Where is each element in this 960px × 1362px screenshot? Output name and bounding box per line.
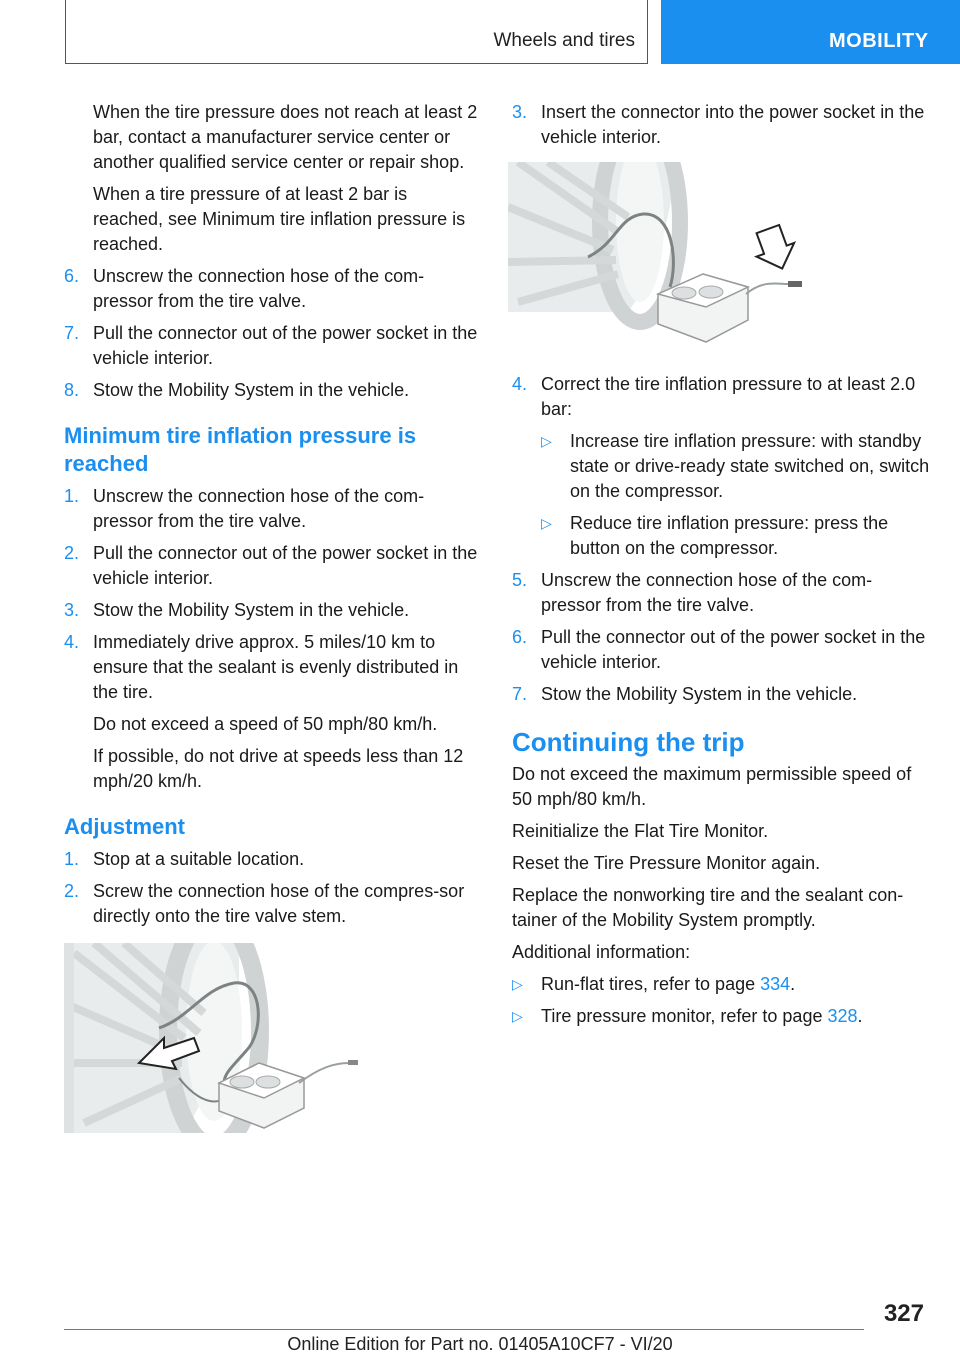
page-link-334[interactable]: 334 — [760, 974, 791, 994]
list-item — [64, 598, 482, 623]
power-socket-connector-illustration — [508, 162, 826, 350]
list-item — [64, 321, 482, 371]
list-item — [64, 630, 482, 705]
step-text: Insert the connector into the power socket in the vehicle interior. — [541, 102, 925, 147]
step-text: Stow the Mobility System in the vehicle. — [93, 600, 410, 620]
list-item — [64, 264, 482, 314]
triangle-right-icon: ▷ — [512, 976, 523, 992]
step-number: 6. — [64, 266, 80, 286]
step-text: Pull the connector out of the power socket in the vehicle interior. — [541, 627, 926, 672]
sub-list-item — [512, 511, 930, 561]
paragraph: Do not exceed the maximum permissible speed of 50 mph/80 km/h. — [512, 764, 912, 809]
section-heading: Adjustment — [64, 814, 185, 839]
list-item — [512, 625, 930, 675]
step-text: Unscrew the connection hose of the com-pressor from the tire valve. — [93, 266, 425, 311]
paragraph: Reinitialize the Flat Tire Monitor. — [512, 821, 769, 841]
triangle-right-icon: ▷ — [512, 1008, 523, 1024]
step-number: 3. — [512, 102, 528, 122]
step-text: Unscrew the connection hose of the com-pressor from the tire valve. — [93, 486, 425, 531]
step-number: 1. — [64, 849, 80, 869]
step-number: 4. — [512, 374, 528, 394]
list-item — [64, 847, 482, 872]
step-text: Stop at a suitable location. — [93, 849, 305, 869]
step-text: Correct the tire inflation pressure to at least 2.0 bar: — [541, 374, 916, 419]
reference-end: . — [857, 1006, 863, 1026]
page-number: 327 — [883, 1300, 924, 1327]
paragraph: When a tire pressure of at least 2 bar is reached, see Minimum tire inflation pressure is reached. — [93, 184, 466, 254]
reference-text: Run-flat tires, refer to page — [541, 974, 761, 994]
sub-list-item — [512, 429, 930, 504]
list-item — [64, 879, 482, 929]
step-number: 3. — [64, 600, 80, 620]
step-number: 5. — [512, 570, 528, 590]
step-text: Pull the connector out of the power socket in the vehicle interior. — [93, 323, 478, 368]
paragraph: If possible, do not drive at speeds less than 12 mph/20 km/h. — [93, 746, 464, 791]
section-heading: Minimum tire inflation pressure is reached — [64, 423, 417, 476]
header-chapter-tab: MOBILITY — [661, 0, 960, 64]
reference-text: Tire pressure monitor, refer to page — [541, 1006, 828, 1026]
footer-divider — [64, 1329, 864, 1330]
reference-item — [512, 972, 930, 997]
step-number: 7. — [512, 684, 528, 704]
list-item — [512, 682, 930, 707]
step-text: Unscrew the connection hose of the com-pressor from the tire valve. — [541, 570, 873, 615]
step-text: Pull the connector out of the power socket in the vehicle interior. — [93, 543, 478, 588]
paragraph: Replace the nonworking tire and the sealant con-tainer of the Mobility System promptly. — [512, 885, 904, 930]
left-column — [64, 100, 482, 1133]
step-number: 1. — [64, 486, 80, 506]
section-heading: Continuing the trip — [512, 727, 745, 757]
reference-item — [512, 1004, 930, 1029]
footer-edition: Online Edition for Part no. 01405A10CF7 - VI/20 — [287, 1334, 673, 1354]
step-number: 7. — [64, 323, 80, 343]
list-item — [512, 568, 930, 618]
step-number: 2. — [64, 881, 80, 901]
step-text: Stow the Mobility System in the vehicle. — [541, 684, 858, 704]
triangle-right-icon: ▷ — [541, 515, 552, 531]
paragraph: When the tire pressure does not reach at least 2 bar, contact a manufacturer service center or another qualified service center or repair shop. — [93, 102, 478, 172]
reference-end: . — [790, 974, 796, 994]
right-column — [512, 100, 930, 1036]
list-item — [64, 484, 482, 534]
step-number: 4. — [64, 632, 80, 652]
header-section-title: Wheels and tires — [493, 30, 635, 51]
step-text: Stow the Mobility System in the vehicle. — [93, 380, 410, 400]
compressor-on-valve-illustration — [64, 943, 364, 1133]
step-text: Screw the connection hose of the compres-sor directly onto the tire valve stem. — [93, 881, 465, 926]
list-item — [64, 541, 482, 591]
list-item — [512, 372, 930, 422]
step-text: Immediately drive approx. 5 miles/10 km to ensure that the sealant is evenly distributed in the tire. — [93, 632, 459, 702]
list-item — [64, 378, 482, 403]
sub-item-text: Increase tire inflation pressure: with standby state or drive-ready state switched on, switch on the compressor. — [570, 431, 930, 501]
paragraph: Reset the Tire Pressure Monitor again. — [512, 853, 821, 873]
page-link-328[interactable]: 328 — [827, 1006, 858, 1026]
triangle-right-icon: ▷ — [541, 433, 552, 449]
step-number: 8. — [64, 380, 80, 400]
sub-item-text: Reduce tire inflation pressure: press the button on the compressor. — [570, 513, 889, 558]
step-number: 6. — [512, 627, 528, 647]
list-item — [512, 100, 930, 150]
paragraph: Do not exceed a speed of 50 mph/80 km/h. — [93, 714, 438, 734]
paragraph: Additional information: — [512, 942, 691, 962]
step-number: 2. — [64, 543, 80, 563]
